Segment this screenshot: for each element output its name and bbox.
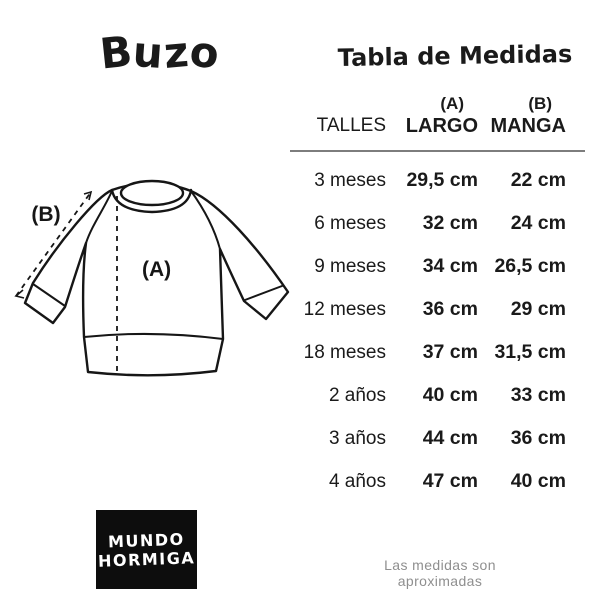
table-row: 6 meses 32 cm 24 cm — [314, 212, 566, 234]
table-row: 18 meses 37 cm 31,5 cm — [303, 341, 566, 363]
measurements-table — [300, 92, 566, 498]
table-row: 3 años 44 cm 36 cm — [328, 427, 566, 449]
footer-note: Las medidas son aproximadas — [384, 557, 496, 589]
table-row: 2 años 40 cm 33 cm — [328, 384, 566, 406]
table-row: 9 meses 34 cm 26,5 cm — [314, 255, 566, 277]
column-header-talles: TALLES — [316, 115, 386, 136]
table-row: 4 años 47 cm 40 cm — [328, 470, 566, 492]
label-b-on-drawing: (B) — [31, 203, 61, 226]
brand-logo-line2: HORMIGA — [97, 547, 196, 571]
column-header-largo: (A) LARGO — [386, 94, 478, 138]
header-divider-line — [290, 150, 585, 152]
brand-logo — [96, 510, 197, 589]
table-header-row — [300, 92, 566, 138]
table-row: 12 meses 36 cm 29 cm — [303, 298, 566, 320]
brand-logo-line1: MUNDO — [107, 529, 186, 551]
label-a-on-drawing: (A) — [142, 258, 172, 281]
sweatshirt-drawing — [8, 163, 298, 398]
product-title: Buzo — [97, 26, 223, 79]
table-body — [300, 154, 566, 498]
table-title: Tabla de Medidas — [337, 39, 573, 73]
column-tag-a: (A) — [440, 94, 464, 113]
column-tag-b: (B) — [528, 94, 552, 113]
column-header-manga: (B) MANGA — [478, 94, 566, 138]
table-row: 3 meses 29,5 cm 22 cm — [314, 169, 566, 191]
